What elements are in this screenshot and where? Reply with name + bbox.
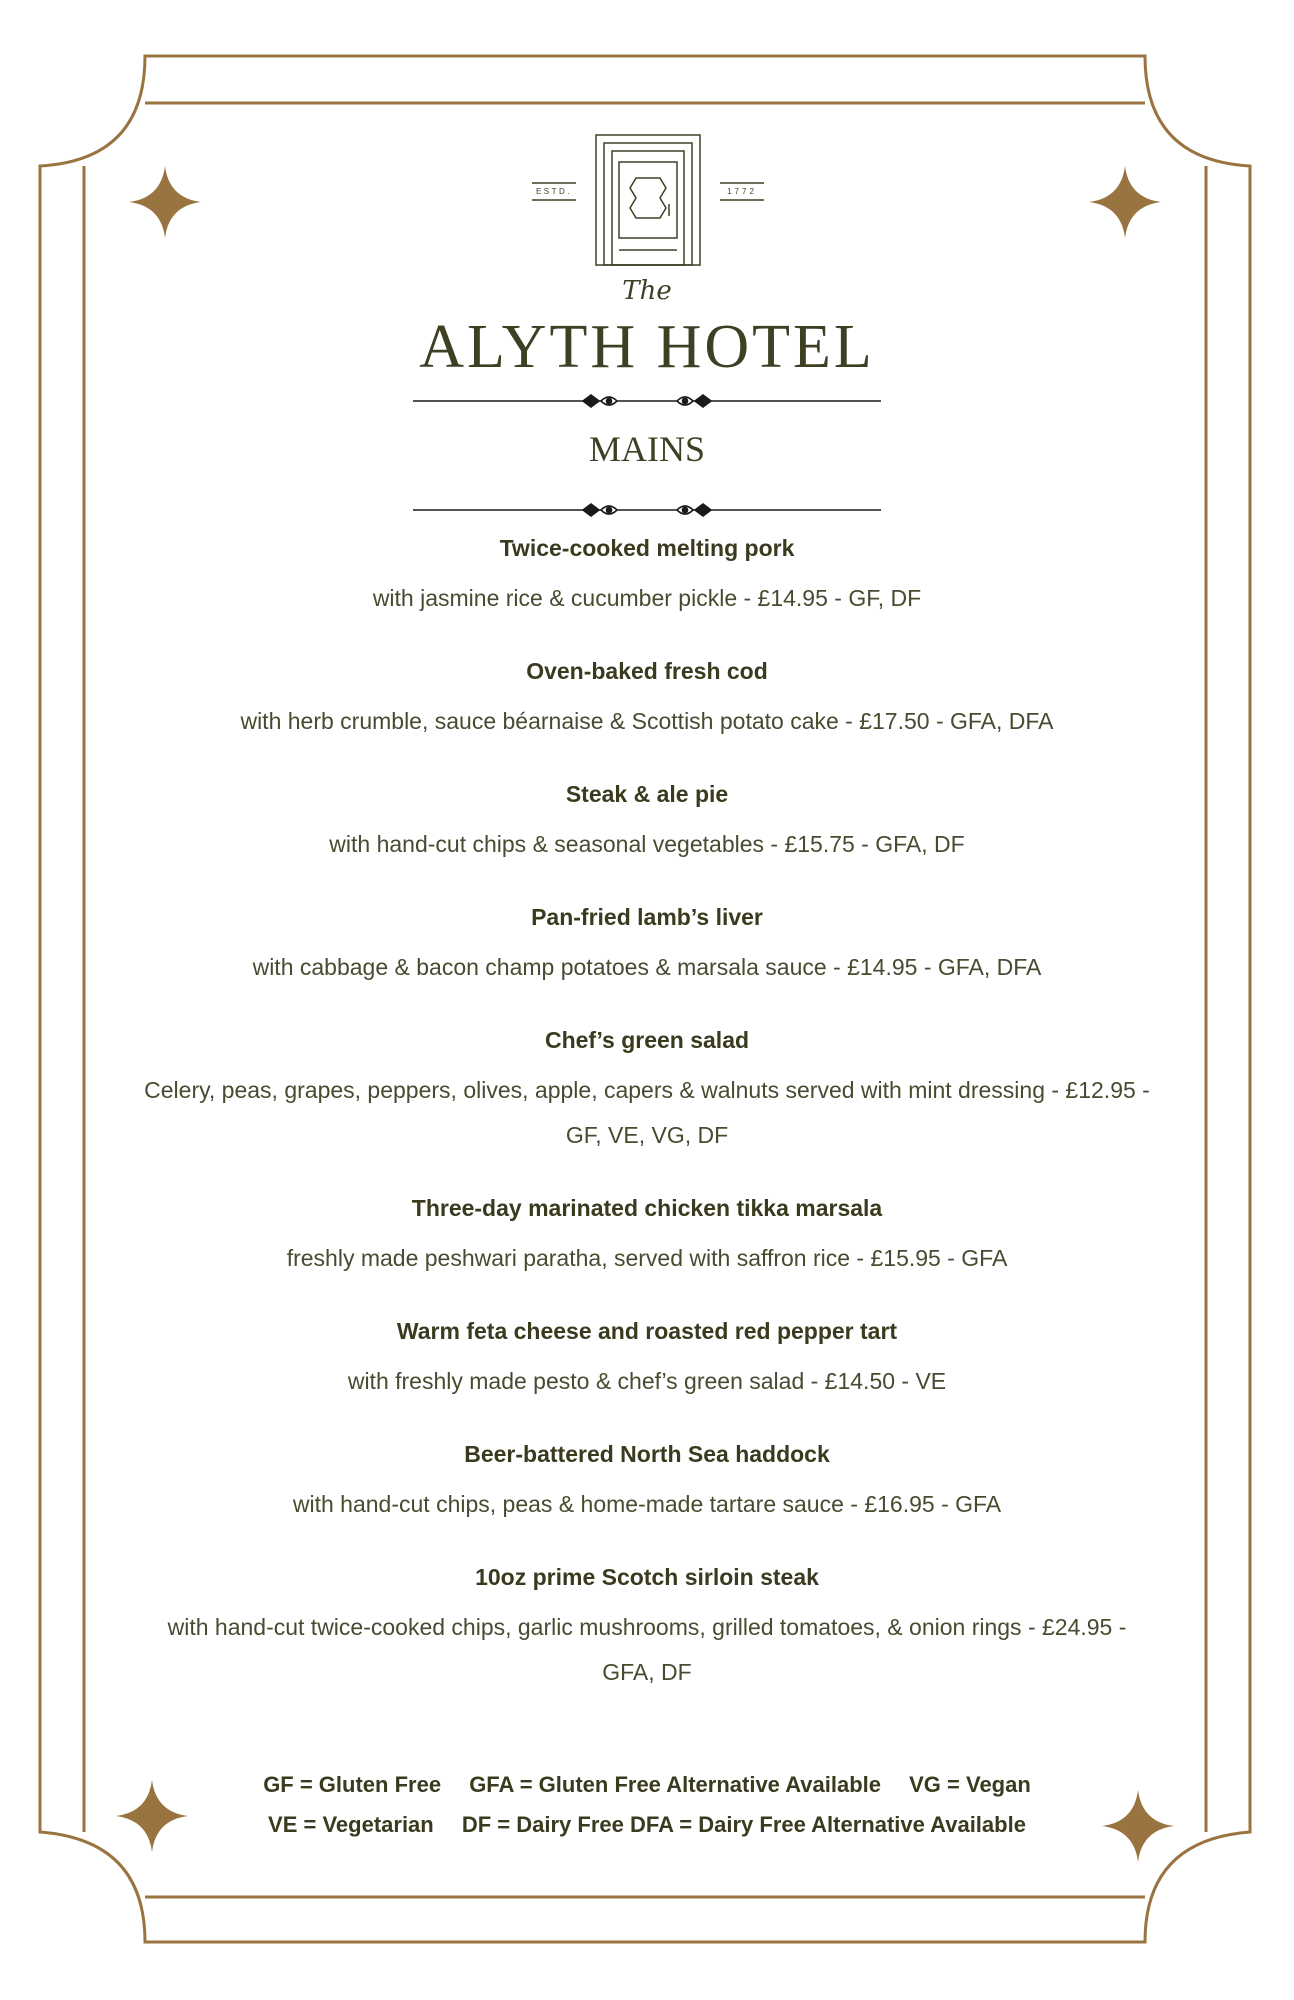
- menu-item: [140, 778, 1154, 867]
- established-year: 1772: [727, 187, 757, 196]
- legend-gf: GF = Gluten Free: [263, 1772, 442, 1797]
- menu-item-name: Oven-baked fresh cod: [526, 658, 768, 684]
- dietary-legend: [0, 1772, 1294, 1798]
- menu-item-name: Steak & ale pie: [565, 781, 729, 807]
- menu-item: [140, 1192, 1154, 1281]
- menu-item: [140, 1438, 1154, 1527]
- hotel-door-logo: [528, 132, 768, 268]
- menu-item-name: Pan-fried lamb’s liver: [531, 904, 763, 930]
- menu-item: [140, 1561, 1154, 1695]
- menu-item-description: freshly made peshwari paratha, served with saffron rice - £15.95 - GFA: [286, 1245, 1008, 1271]
- menu-item-name: Warm feta cheese and roasted red pepper tart: [396, 1318, 898, 1344]
- star-icon: [1087, 164, 1163, 240]
- ornamental-divider: [413, 389, 881, 413]
- section-title: MAINS: [588, 429, 705, 469]
- menu-item-description: with hand-cut twice-cooked chips, garlic mushrooms, grilled tomatoes, & onion rings - £24.95 - GFA, DF: [167, 1614, 1127, 1685]
- menu-item: [140, 1024, 1154, 1158]
- legend-vg: VG = Vegan: [909, 1772, 1031, 1797]
- menu-item-description: with hand-cut chips & seasonal vegetables - £15.75 - GFA, DF: [329, 831, 965, 857]
- menu-item-description: with freshly made pesto & chef’s green salad - £14.50 - VE: [347, 1368, 947, 1394]
- menu-item-name: Chef’s green salad: [544, 1027, 750, 1053]
- dietary-legend: [0, 1812, 1294, 1838]
- menu-items: [140, 532, 1154, 1729]
- legend-df-dfa: DF = Dairy Free DFA = Dairy Free Alternative Available: [461, 1812, 1026, 1837]
- menu-item: [140, 532, 1154, 621]
- star-icon: [127, 164, 203, 240]
- legend-gfa: GFA = Gluten Free Alternative Available: [469, 1772, 881, 1797]
- hotel-name: ALYTH HOTEL: [419, 313, 875, 381]
- ornamental-divider: [413, 498, 881, 522]
- menu-item-name: 10oz prime Scotch sirloin steak: [475, 1564, 819, 1590]
- menu-item-description: Celery, peas, grapes, peppers, olives, apple, capers & walnuts served with mint dressing - £12.95 - GF, VE, VG, DF: [144, 1077, 1150, 1148]
- menu-item: [140, 901, 1154, 990]
- hotel-name-prefix: The: [622, 276, 672, 306]
- legend-ve: VE = Vegetarian: [268, 1812, 434, 1837]
- menu-item-name: Three-day marinated chicken tikka marsala: [411, 1195, 883, 1221]
- menu-item-description: with hand-cut chips, peas & home-made tartare sauce - £16.95 - GFA: [292, 1491, 1002, 1517]
- menu-item: [140, 655, 1154, 744]
- menu-item-description: with cabbage & bacon champ potatoes & marsala sauce - £14.95 - GFA, DFA: [252, 954, 1042, 980]
- menu-item: [140, 1315, 1154, 1404]
- menu-item-description: with herb crumble, sauce béarnaise & Scottish potato cake - £17.50 - GFA, DFA: [240, 708, 1054, 734]
- estd-label: ESTD.: [535, 187, 573, 196]
- menu-item-name: Beer-battered North Sea haddock: [464, 1441, 830, 1467]
- menu-item-description: with jasmine rice & cucumber pickle - £14.95 - GF, DF: [372, 585, 922, 611]
- menu-item-name: Twice-cooked melting pork: [499, 535, 795, 561]
